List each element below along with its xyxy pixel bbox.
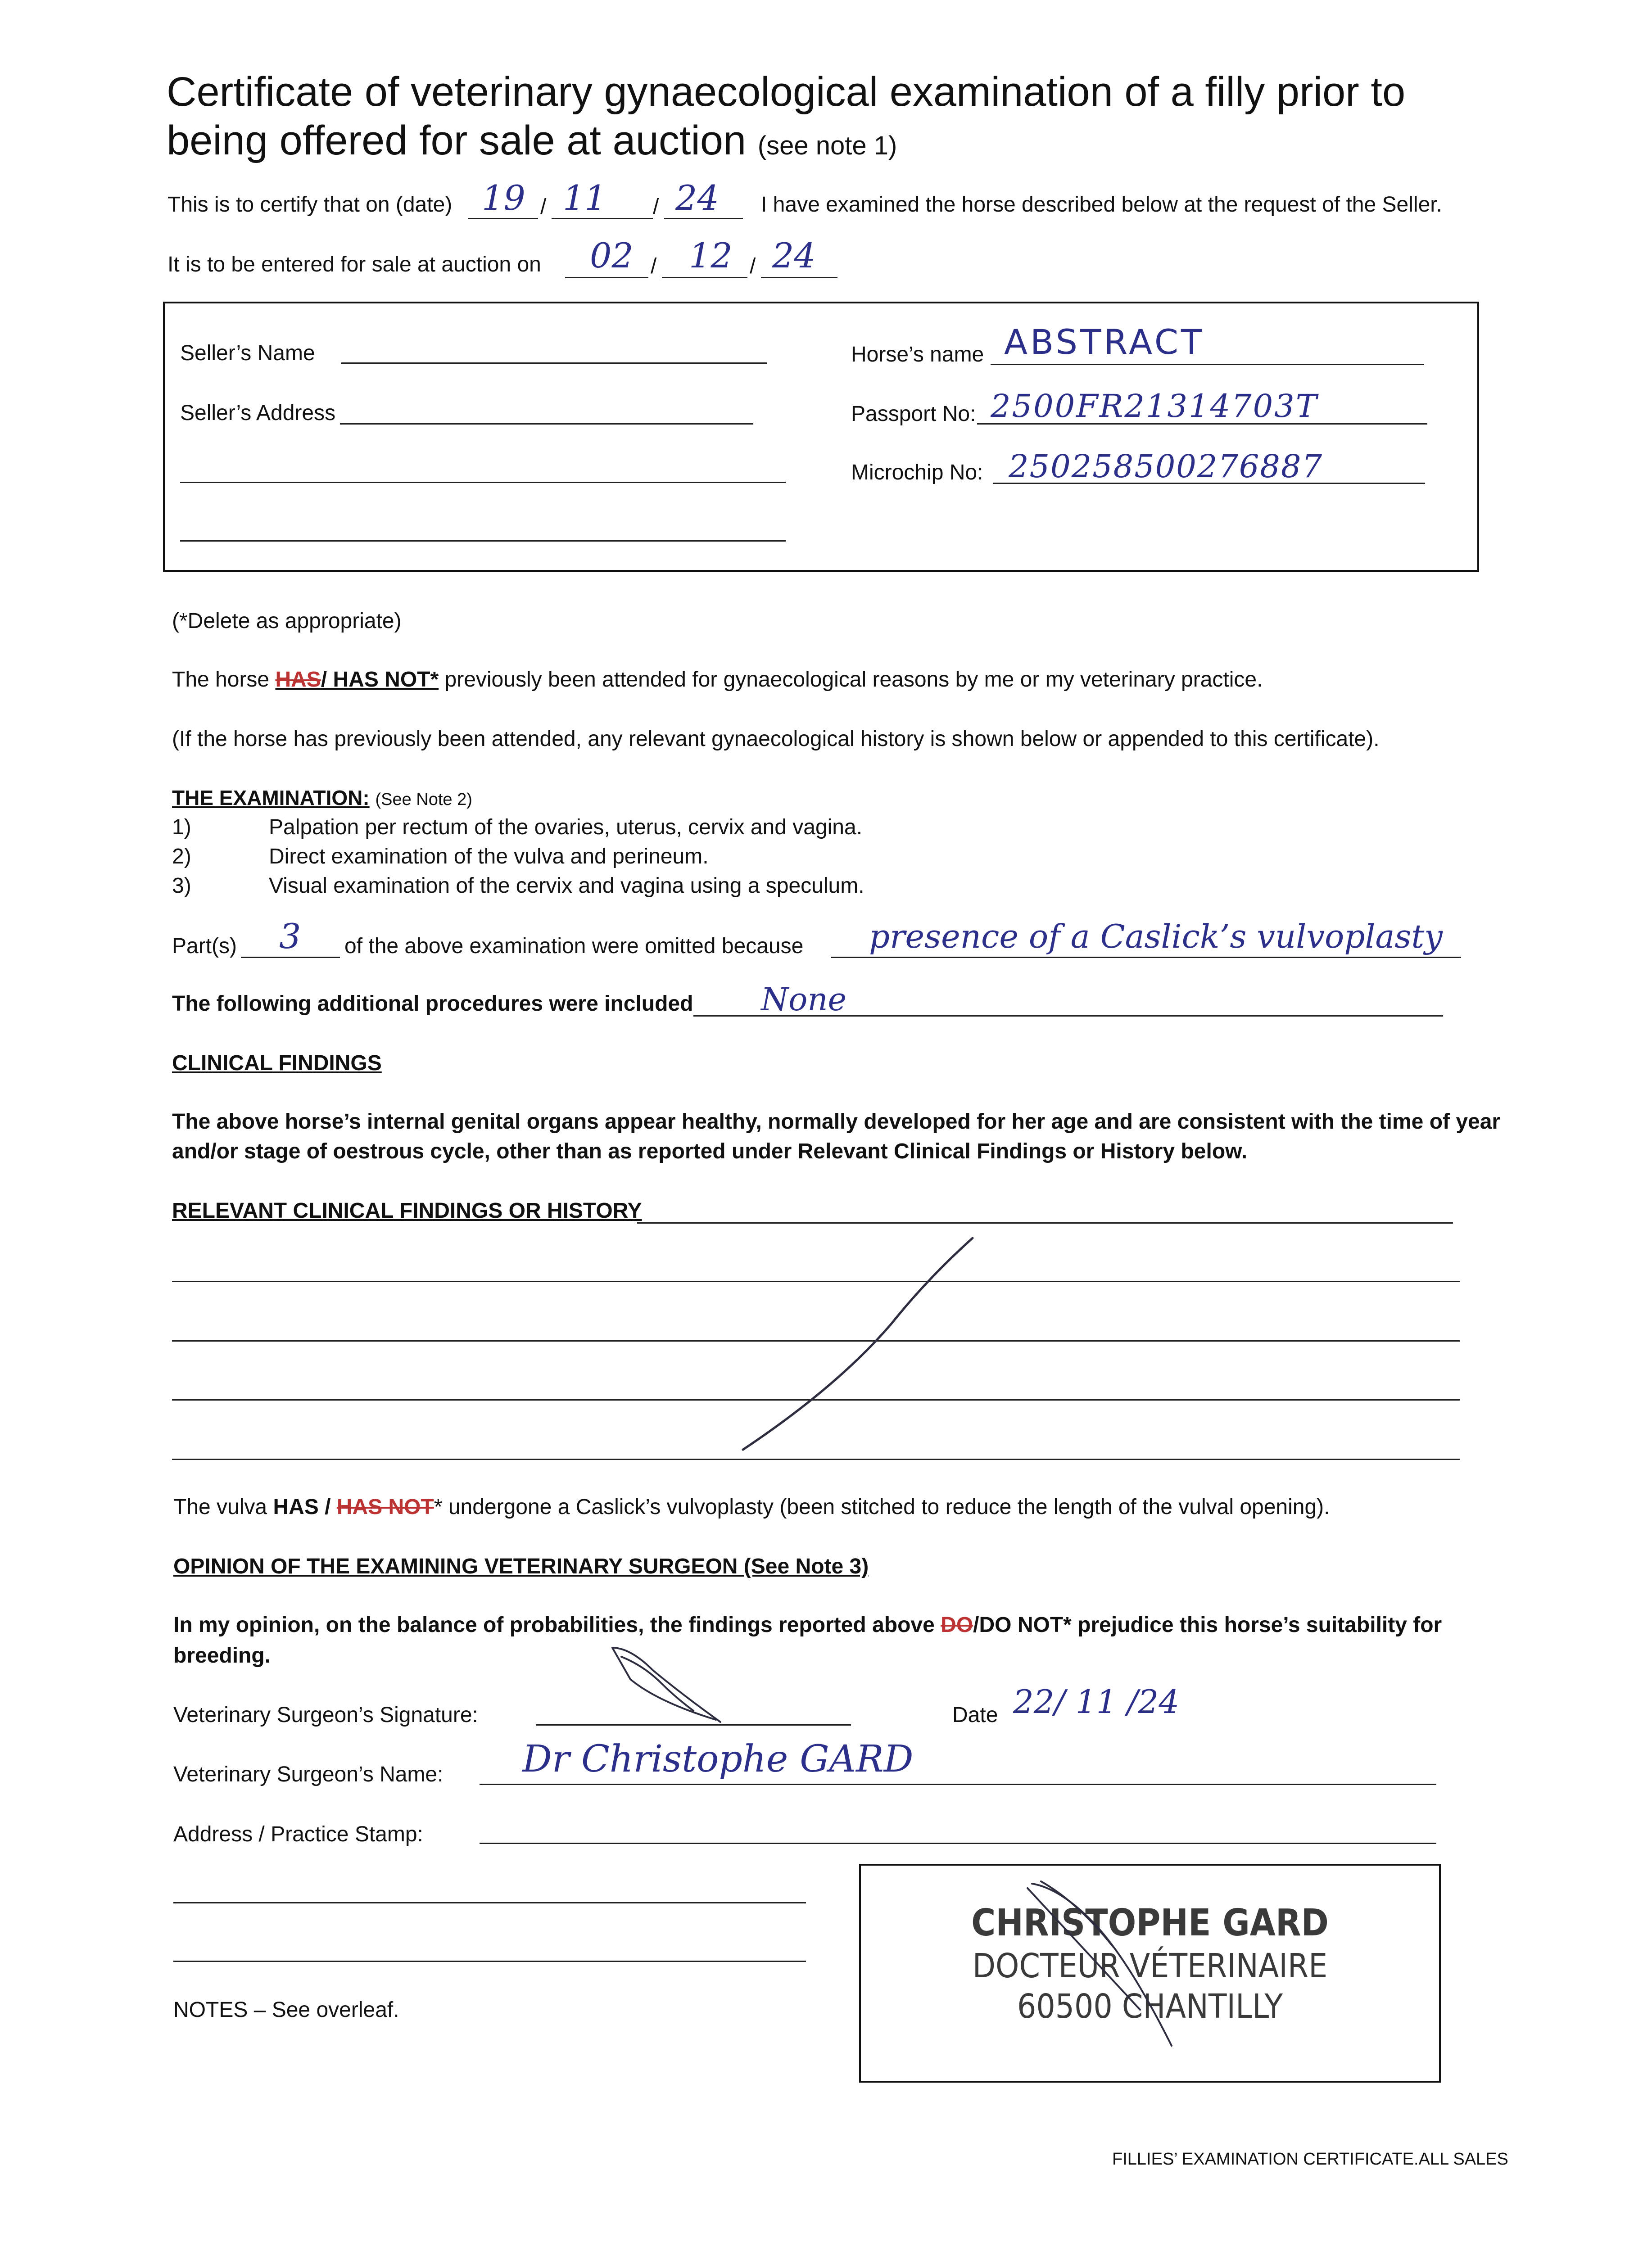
- address-label: Address / Practice Stamp:: [173, 1822, 423, 1846]
- seller-address-field-3[interactable]: [180, 540, 786, 542]
- stamp-line-2: DOCTEUR VÉTERINAIRE: [972, 1947, 1328, 1985]
- certify-prefix: This is to certify that on (date): [167, 193, 453, 217]
- seller-address-label: Seller’s Address: [180, 401, 336, 425]
- exam-item-2-num: 2): [172, 845, 191, 868]
- parts-prefix: Part(s): [172, 934, 237, 958]
- history-note: (If the horse has previously been attended, any relevant gynaecological history is shown below or appended to this certificate).: [172, 727, 1380, 751]
- auction-day-line: [565, 277, 648, 278]
- vulva-has: HAS /: [273, 1495, 331, 1519]
- certify-month-line: [552, 218, 653, 219]
- vulva-has-not-struck: HAS NOT: [336, 1495, 434, 1519]
- certify-suffix: I have examined the horse described below at the request of the Seller.: [761, 193, 1442, 217]
- exam-item-2-text: Direct examination of the vulva and perineum.: [269, 845, 709, 868]
- omitted-text: of the above examination were omitted because: [344, 934, 804, 958]
- auction-day-value: 02: [590, 235, 634, 276]
- title-note: (see note 1): [757, 131, 897, 160]
- vulva-line: [173, 1494, 1330, 1521]
- address-field-3[interactable]: [173, 1961, 806, 1962]
- auction-month-value: 12: [689, 235, 733, 276]
- parts-value: 3: [279, 916, 301, 956]
- attended-line: [172, 666, 1263, 693]
- auction-prefix: It is to be entered for sale at auction on: [167, 253, 541, 276]
- exam-item-3-num: 3): [172, 874, 191, 898]
- attended-suffix: previously been attended for gynaecological reasons by me or my veterinary practice.: [444, 668, 1263, 692]
- examination-heading-text: THE EXAMINATION:: [172, 786, 370, 809]
- attended-options: [275, 668, 439, 692]
- attended-prefix: The horse: [172, 668, 270, 692]
- certify-sep-1: /: [540, 195, 547, 219]
- certify-year-line: [664, 218, 743, 219]
- seller-name-field[interactable]: [341, 362, 767, 364]
- opinion-do-not: /DO NOT*: [973, 1613, 1072, 1637]
- certify-day-value: 19: [482, 178, 525, 218]
- signature-path: [612, 1648, 720, 1722]
- opinion-do-struck: DO: [941, 1613, 973, 1637]
- cross-out-stroke: [720, 1234, 991, 1459]
- footer-text: FILLIES’ EXAMINATION CERTIFICATE.ALL SALES: [1112, 2150, 1508, 2169]
- attended-has-not: / HAS NOT*: [321, 668, 439, 692]
- opinion-line-2: breeding.: [173, 1644, 271, 1668]
- opinion-line1-prefix: In my opinion, on the balance of probabilities, the findings reported above: [173, 1613, 935, 1637]
- attended-has-struck: HAS: [275, 668, 321, 692]
- signature-label: Veterinary Surgeon’s Signature:: [173, 1703, 478, 1727]
- omitted-reason-value: presence of a Caslick’s vulvoplasty: [869, 918, 1443, 955]
- page-title-line2-text: being offered for sale at auction: [167, 118, 747, 163]
- date-value: 22/ 11 /24: [1013, 1683, 1180, 1721]
- clinical-heading: CLINICAL FINDINGS: [172, 1051, 382, 1075]
- date-label: Date: [952, 1703, 998, 1727]
- seller-address-field-2[interactable]: [180, 482, 786, 483]
- seller-name-label: Seller’s Name: [180, 341, 315, 365]
- delete-note: (*Delete as appropriate): [172, 609, 402, 633]
- stamp-line-1: CHRISTOPHE GARD: [971, 1902, 1329, 1944]
- microchip-label: Microchip No:: [851, 461, 983, 484]
- horse-name-value: ABSTRACT: [1004, 322, 1205, 362]
- notes-text: NOTES – See overleaf.: [173, 1998, 399, 2022]
- seller-address-field-1[interactable]: [340, 423, 753, 425]
- additional-label: The following additional procedures were included: [172, 992, 693, 1016]
- horse-name-field[interactable]: [991, 364, 1424, 365]
- page-title: Certificate of veterinary gynaecological examination of a filly prior to: [167, 69, 1406, 115]
- stamp-signature-scribble: [1023, 1875, 1194, 2055]
- relevant-field-1[interactable]: [637, 1222, 1453, 1224]
- vulva-prefix: The vulva: [173, 1495, 267, 1519]
- clinical-statement-line2: and/or stage of oestrous cycle, other than as reported under Relevant Clinical Findings or History below.: [172, 1139, 1248, 1163]
- stamp-signature-path: [1027, 1881, 1172, 2046]
- auction-month-line: [662, 277, 747, 278]
- auction-year-value: 24: [772, 235, 816, 276]
- microchip-value: 250258500276887: [1009, 448, 1323, 485]
- name-value: Dr Christophe GARD: [522, 1738, 914, 1781]
- passport-value: 2500FR21314703T: [991, 388, 1318, 425]
- cross-out-path: [743, 1238, 973, 1450]
- opinion-line-1: [173, 1612, 1442, 1639]
- opinion-heading: OPINION OF THE EXAMINING VETERINARY SURGEON (See Note 3): [173, 1555, 869, 1578]
- details-box: [163, 302, 1479, 572]
- examination-heading: [172, 784, 472, 813]
- additional-value: None: [761, 981, 846, 1018]
- address-field-1[interactable]: [480, 1843, 1436, 1844]
- certify-day-line: [468, 218, 538, 219]
- certify-month-value: 11: [563, 178, 606, 218]
- auction-year-line: [761, 277, 837, 278]
- horse-name-label: Horse’s name: [851, 343, 984, 366]
- auction-sep-1: /: [651, 254, 657, 278]
- auction-sep-2: /: [750, 254, 756, 278]
- omitted-reason-field[interactable]: [831, 957, 1461, 958]
- stamp-line-3: 60500 CHANTILLY: [1017, 1987, 1283, 2026]
- opinion-line1-suffix: prejudice this horse’s suitability for: [1077, 1613, 1442, 1637]
- signature-scribble: [603, 1639, 738, 1729]
- vulva-suffix: * undergone a Caslick’s vulvoplasty (been stitched to reduce the length of the vulval opening).: [434, 1495, 1330, 1519]
- relevant-field-5[interactable]: [172, 1459, 1460, 1460]
- clinical-statement: The above horse’s internal genital organs appear healthy, normally developed for her age and are consistent with the time of year: [172, 1110, 1501, 1134]
- passport-label: Passport No:: [851, 402, 976, 426]
- exam-item-1-text: Palpation per rectum of the ovaries, uterus, cervix and vagina.: [269, 815, 863, 839]
- certify-year-value: 24: [675, 178, 719, 218]
- relevant-heading: RELEVANT CLINICAL FINDINGS OR HISTORY: [172, 1199, 642, 1223]
- practice-stamp-box: [859, 1864, 1441, 2083]
- parts-field[interactable]: [241, 957, 340, 958]
- name-label: Veterinary Surgeon’s Name:: [173, 1763, 444, 1786]
- certify-sep-2: /: [653, 195, 659, 219]
- address-field-2[interactable]: [173, 1902, 806, 1903]
- name-field[interactable]: [480, 1784, 1436, 1785]
- exam-item-3-text: Visual examination of the cervix and vagina using a speculum.: [269, 874, 864, 898]
- page-title-line2: [167, 116, 897, 170]
- exam-item-1-num: 1): [172, 815, 191, 839]
- examination-note: (See Note 2): [375, 790, 472, 809]
